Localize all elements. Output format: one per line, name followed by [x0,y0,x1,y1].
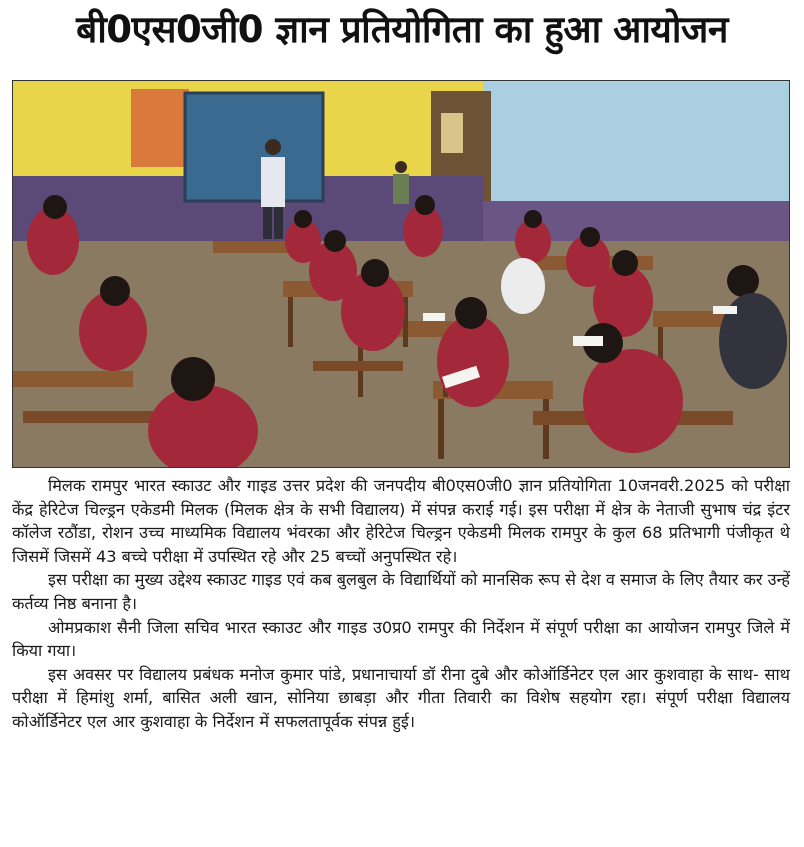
article-paragraph: मिलक रामपुर भारत स्काउट और गाइड उत्तर प्रदेश की जनपदीय बी0एस0जी0 ज्ञान प्रतियोगिता 10जनवरी.2025 को परीक्षा केंद्र हेरिटेज चिल्ड्रन एकेडमी मिलक (मिलक क्षेत्र के सभी विद्यालय) में संपन्न कराई गई। इस परीक्षा में क्षेत्र के नेताजी सुभाष चंद्र इंटर कॉलेज रठौंडा, रोशन उच्च माध्यमिक विद्यालय भंवरका और हेरिटेज चिल्ड्रन एकेडमी मिलक रामपुर के कुल 68 प्रतिभागी पंजीकृत थे जिसमें जिसमें 43 बच्चे परीक्षा में उपस्थित रहे और 25 बच्चों अनुपस्थित रहे। [12,476,790,566]
article-body [12,474,790,734]
classroom-exam-photo [12,80,790,468]
article-paragraph: ओमप्रकाश सैनी जिला सचिव भारत स्काउट और गाइड उ0प्र0 रामपुर की निर्देशन में संपूर्ण परीक्षा का आयोजन रामपुर जिले में किया गया। [12,617,790,661]
article-paragraph: इस परीक्षा का मुख्य उद्देश्य स्काउट गाइड एवं कब बुलबुल के विद्यार्थियों को मानसिक रूप से देश व समाज के लिए तैयार कर उन्हें कर्तव्य निष्ठ बनाना है। [12,570,790,613]
article-paragraph: इस अवसर पर विद्यालय प्रबंधक मनोज कुमार पांडे, प्रधानाचार्या डॉ रीना दुबे और कोऑर्डिनेटर एल आर कुशवाहा के साथ- साथ परीक्षा में हिमांशु शर्मा, बासित अली खान, सोनिया छाबड़ा और गीता तिवारी का विशेष सहयोग रहा। संपूर्ण परीक्षा विद्यालय कोऑर्डिनेटर एल आर कुशवाहा के निर्देशन में सफलतापूर्वक संपन्न हुई। [12,664,790,731]
headline: बी0एस0जी0 ज्ञान प्रतियोगिता का हुआ आयोजन [76,8,728,51]
